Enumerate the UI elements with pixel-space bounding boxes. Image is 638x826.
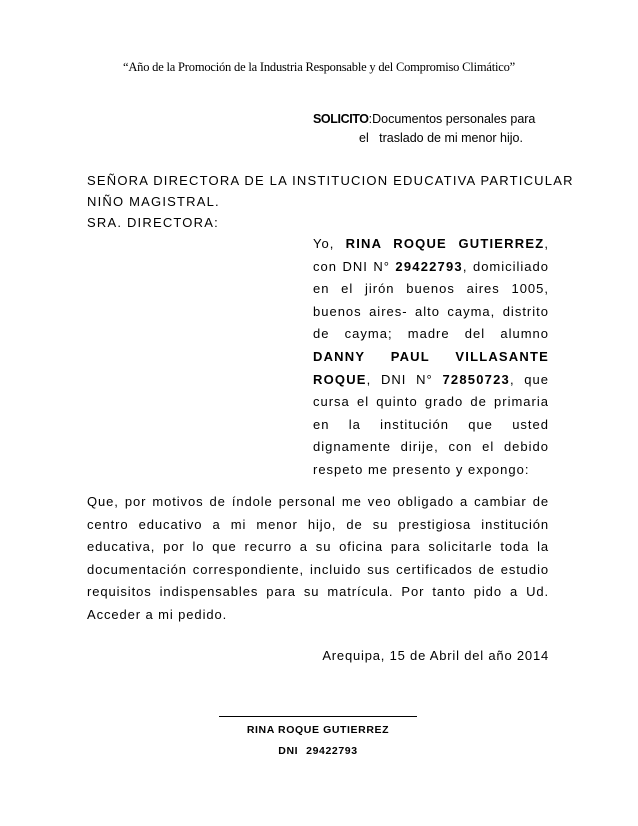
intro-text-4: , DNI N° <box>366 371 443 387</box>
request-label: SOLICITO <box>313 112 369 126</box>
request-subject-line-1 <box>313 110 553 129</box>
signatory-dni <box>219 745 417 757</box>
applicant-dni: 29422793 <box>395 258 463 274</box>
applicant-name: RINA ROQUE GUTIERREZ <box>345 236 545 251</box>
addressee-salutation: SRA. DIRECTORA: <box>87 215 219 230</box>
place-and-date: Arequipa, 15 de Abril del año 2014 <box>322 648 549 663</box>
addressee-line-1: SEÑORA DIRECTORA DE LA INSTITUCION EDUCATIVA PARTICULAR <box>87 173 574 188</box>
intro-text-1: Yo, <box>313 236 346 251</box>
signature-line <box>219 716 417 717</box>
request-subject <box>313 110 553 148</box>
intro-text-5: , que cursa el quinto grado de primaria en la institución que usted dignamente dirije, con el debido respeto me presento y expongo: <box>313 371 549 477</box>
introduction-paragraph <box>313 233 549 482</box>
addressee-block <box>87 170 574 233</box>
signatory-dni-label: DNI <box>278 745 299 757</box>
signatory-dni-value: 29422793 <box>306 745 358 757</box>
addressee-line-2: NIÑO MAGISTRAL. <box>87 194 220 209</box>
student-dni: 72850723 <box>442 371 510 387</box>
request-subject-line-2: el traslado de mi menor hijo. <box>359 131 523 145</box>
intro-text-2: , con DNI N° <box>313 236 549 274</box>
request-body-paragraph: Que, por motivos de índole personal me veo obligado a cambiar de centro educativo a mi menor hijo, de su prestigiosa institución educativa, por lo que recurro a su oficina para solicitarle toda la documentación correspondiente, incluido sus certificados de estudio requisitos indispensables para su matrícula. Por tanto pido a Ud. Acceder a mi pedido. <box>87 494 549 622</box>
intro-text-3: , domiciliado en el jirón buenos aires 1005, buenos aires- alto cayma, distrito de cayma; madre del alumno <box>313 258 549 342</box>
request-colon: : <box>368 112 373 126</box>
year-motto: “Año de la Promoción de la Industria Responsable y del Compromiso Climático” <box>122 60 515 74</box>
signatory-name: RINA ROQUE GUTIERREZ <box>246 724 390 736</box>
student-name: DANNY PAUL VILLASANTE ROQUE <box>313 348 549 387</box>
request-subject-text-1: Documentos personales para <box>372 112 536 126</box>
